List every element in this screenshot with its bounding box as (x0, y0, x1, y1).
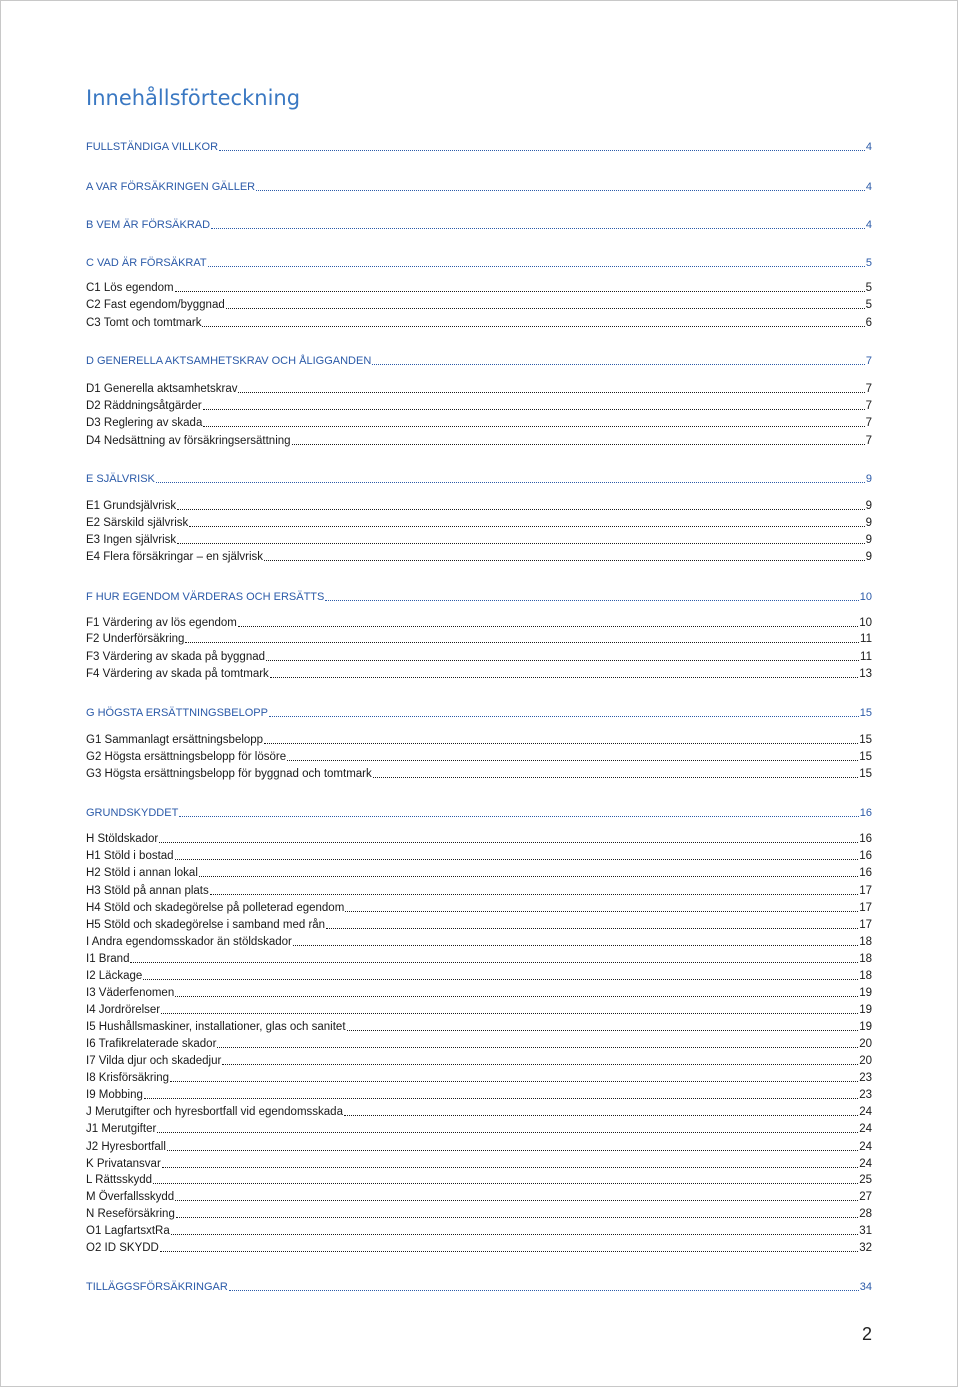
toc-entry-title: O2 ID SKYDD (86, 1242, 159, 1254)
toc-entry-page: 24 (859, 1158, 872, 1170)
toc-entry-title: G2 Högsta ersättningsbelopp för lösöre (86, 751, 287, 763)
toc-subsection-entry[interactable] (86, 750, 872, 764)
toc-entry-page: 15 (859, 707, 872, 719)
dot-leader (203, 409, 865, 410)
toc-subsection-entry[interactable] (86, 1122, 872, 1136)
dot-leader (189, 526, 864, 527)
toc-entry-title: M Överfallsskydd (86, 1191, 175, 1203)
toc-entry-page: 5 (865, 299, 872, 311)
dot-leader (347, 1030, 859, 1031)
toc-section-entry[interactable] (86, 590, 872, 604)
toc-entry-title: O1 LagfartsxtRa (86, 1225, 170, 1237)
toc-entry-page: 9 (865, 534, 872, 546)
toc-entry-title: I8 Krisförsäkring (86, 1072, 170, 1084)
dot-leader (162, 1167, 858, 1168)
toc-entry-title: D3 Reglering av skada (86, 417, 203, 429)
toc-entry-title: E SJÄLVRISK (86, 473, 155, 485)
dot-leader (222, 1064, 858, 1065)
toc-entry-title: F HUR EGENDOM VÄRDERAS OCH ERSÄTTS (86, 591, 325, 603)
toc-subsection-entry[interactable] (86, 667, 872, 681)
toc-entry-page: 16 (859, 807, 872, 819)
dot-leader (167, 1150, 858, 1151)
toc-entry-page: 17 (859, 885, 872, 897)
toc-section-entry[interactable] (86, 472, 872, 486)
dot-leader (199, 876, 858, 877)
dot-leader (325, 600, 858, 601)
dot-leader (203, 426, 864, 427)
toc-entry-page: 25 (859, 1174, 872, 1186)
toc-entry-page: 7 (865, 417, 872, 429)
toc-entry-title: F4 Värdering av skada på tomtmark (86, 668, 269, 680)
toc-subsection-entry[interactable] (86, 1207, 872, 1221)
toc-entry-page: 7 (865, 355, 872, 367)
dot-leader (226, 308, 865, 309)
dot-leader (179, 816, 858, 817)
dot-leader (238, 392, 864, 393)
toc-entry-title: D GENERELLA AKTSAMHETSKRAV OCH ÅLIGGANDEN (86, 355, 372, 367)
dot-leader (156, 482, 865, 483)
toc-subsection-entry[interactable] (86, 733, 872, 747)
dot-leader (177, 509, 864, 510)
toc-entry-page: 18 (859, 970, 872, 982)
dot-leader (143, 979, 858, 980)
toc-entry-title: I3 Väderfenomen (86, 987, 175, 999)
toc-section-entry[interactable] (86, 706, 872, 720)
dot-leader (202, 326, 864, 327)
toc-entry-page: 4 (865, 219, 872, 231)
toc-entry-title: I5 Hushållsmaskiner, installationer, glas och sanitet (86, 1021, 346, 1033)
toc-subsection-entry[interactable] (86, 884, 872, 898)
toc-entry-page: 16 (859, 850, 872, 862)
toc-subsection-entry[interactable] (86, 767, 872, 781)
toc-section-entry[interactable] (86, 354, 872, 368)
toc-entry-page: 31 (859, 1225, 872, 1237)
toc-entry-title: G HÖGSTA ERSÄTTNINGSBELOPP (86, 707, 268, 719)
toc-entry-page: 19 (859, 1004, 872, 1016)
toc-entry-page: 19 (859, 987, 872, 999)
toc-entry-page: 5 (865, 282, 872, 294)
toc-entry-page: 24 (859, 1123, 872, 1135)
toc-entry-title: E4 Flera försäkringar – en självrisk (86, 551, 264, 563)
dot-leader (144, 1098, 858, 1099)
toc-entry-page: 24 (859, 1106, 872, 1118)
dot-leader (161, 1013, 858, 1014)
toc-subsection-entry[interactable] (86, 918, 872, 932)
toc-entry-title: C1 Lös egendom (86, 282, 174, 294)
toc-subsection-entry[interactable] (86, 1020, 872, 1034)
toc-entry-title: I6 Trafikrelaterade skador (86, 1038, 217, 1050)
toc-subsection-entry[interactable] (86, 1071, 872, 1085)
toc-subsection-entry[interactable] (86, 616, 872, 630)
dot-leader (160, 1251, 858, 1252)
dot-leader (171, 1234, 858, 1235)
toc-entry-title: D2 Räddningsåtgärder (86, 400, 202, 412)
toc-entry-title: J2 Hyresbortfall (86, 1141, 166, 1153)
toc-subsection-entry[interactable] (86, 1224, 872, 1238)
dot-leader (175, 291, 865, 292)
dot-leader (176, 1217, 858, 1218)
dot-leader (266, 660, 859, 661)
dot-leader (373, 777, 858, 778)
toc-entry-title: I Andra egendomsskador än stöldskador (86, 936, 292, 948)
toc-subsection-entry[interactable] (86, 1173, 872, 1187)
toc-subsection-entry[interactable] (86, 281, 872, 295)
toc-subsection-entry[interactable] (86, 935, 872, 949)
toc-entry-page: 9 (865, 473, 872, 485)
dot-leader (175, 1200, 858, 1201)
toc-section-entry[interactable] (86, 1280, 872, 1294)
dot-leader (264, 743, 858, 744)
toc-entry-page: 16 (859, 867, 872, 879)
toc-entry-page: 9 (865, 517, 872, 529)
toc-section-entry[interactable] (86, 140, 872, 154)
toc-entry-title: H5 Stöld och skadegörelse i samband med rån (86, 919, 326, 931)
toc-subsection-entry[interactable] (86, 298, 872, 312)
dot-leader (175, 996, 858, 997)
toc-subsection-entry[interactable] (86, 866, 872, 880)
toc-entry-page: 28 (859, 1208, 872, 1220)
toc-subsection-entry[interactable] (86, 1037, 872, 1051)
dot-leader (256, 190, 865, 191)
toc-entry-page: 15 (859, 734, 872, 746)
toc-entry-page: 11 (860, 651, 872, 663)
toc-entry-title: K Privatansvar (86, 1158, 161, 1170)
toc-entry-page: 24 (859, 1141, 872, 1153)
toc-entry-page: 18 (859, 936, 872, 948)
toc-entry-title: C3 Tomt och tomtmark (86, 317, 202, 329)
toc-entry-page: 9 (865, 551, 872, 563)
toc-entry-title: H1 Stöld i bostad (86, 850, 174, 862)
toc-subsection-entry[interactable] (86, 832, 872, 846)
dot-leader (238, 626, 858, 627)
toc-entry-page: 23 (859, 1072, 872, 1084)
toc-entry-title: H4 Stöld och skadegörelse på polleterad egendom (86, 902, 345, 914)
toc-entry-title: I4 Jordrörelser (86, 1004, 161, 1016)
toc-entry-title: G1 Sammanlagt ersättningsbelopp (86, 734, 264, 746)
toc-entry-page: 20 (859, 1038, 872, 1050)
toc-entry-title: L Rättsskydd (86, 1174, 153, 1186)
dot-leader (177, 543, 864, 544)
toc-subsection-entry[interactable] (86, 316, 872, 330)
toc-subsection-entry[interactable] (86, 1105, 872, 1119)
toc-entry-title: E1 Grundsjälvrisk (86, 500, 177, 512)
toc-entry-title: E2 Särskild självrisk (86, 517, 189, 529)
table-of-contents (86, 0, 872, 1389)
dot-leader (229, 1290, 859, 1291)
toc-entry-title: F2 Underförsäkring (86, 633, 185, 645)
toc-entry-title: N Reseförsäkring (86, 1208, 175, 1220)
toc-entry-page: 27 (859, 1191, 872, 1203)
dot-leader (219, 150, 865, 151)
dot-leader (264, 560, 865, 561)
toc-entry-title: B VEM ÄR FÖRSÄKRAD (86, 219, 211, 231)
toc-entry-page: 13 (859, 668, 872, 680)
toc-entry-title: C2 Fast egendom/byggnad (86, 299, 225, 311)
dot-leader (157, 1132, 858, 1133)
dot-leader (217, 1047, 858, 1048)
toc-entry-title: A VAR FÖRSÄKRINGEN GÄLLER (86, 181, 256, 193)
toc-entry-title: D4 Nedsättning av försäkringsersättning (86, 435, 291, 447)
toc-subsection-entry[interactable] (86, 632, 872, 646)
toc-entry-page: 15 (859, 751, 872, 763)
toc-entry-page: 18 (859, 953, 872, 965)
toc-entry-page: 32 (859, 1242, 872, 1254)
toc-entry-title: J Merutgifter och hyresbortfall vid egendomsskada (86, 1106, 343, 1118)
dot-leader (344, 1115, 858, 1116)
toc-entry-title: I1 Brand (86, 953, 130, 965)
toc-entry-title: FULLSTÄNDIGA VILLKOR (86, 141, 219, 153)
dot-leader (211, 228, 865, 229)
toc-entry-page: 10 (859, 617, 872, 629)
toc-entry-page: 9 (865, 500, 872, 512)
toc-entry-page: 11 (860, 633, 872, 645)
toc-subsection-entry[interactable] (86, 382, 872, 396)
toc-heading: Innehållsförteckning (86, 86, 301, 110)
toc-entry-title: F3 Värdering av skada på byggnad (86, 651, 266, 663)
toc-entry-title: I9 Mobbing (86, 1089, 143, 1101)
dot-leader (287, 760, 858, 761)
toc-subsection-entry[interactable] (86, 399, 872, 413)
toc-entry-title: I2 Läckage (86, 970, 143, 982)
toc-subsection-entry[interactable] (86, 650, 872, 664)
toc-entry-page: 23 (859, 1089, 872, 1101)
toc-entry-title: H Stöldskador (86, 833, 159, 845)
toc-entry-page: 17 (859, 902, 872, 914)
toc-subsection-entry[interactable] (86, 416, 872, 430)
dot-leader (326, 928, 858, 929)
toc-subsection-entry[interactable] (86, 1190, 872, 1204)
toc-entry-title: F1 Värdering av lös egendom (86, 617, 237, 629)
toc-subsection-entry[interactable] (86, 849, 872, 863)
toc-entry-page: 15 (859, 768, 872, 780)
dot-leader (153, 1183, 858, 1184)
toc-entry-page: 16 (859, 833, 872, 845)
dot-leader (185, 642, 859, 643)
toc-entry-title: H3 Stöld på annan plats (86, 885, 209, 897)
toc-subsection-entry[interactable] (86, 434, 872, 448)
page-number: 2 (862, 1324, 873, 1344)
toc-entry-title: J1 Merutgifter (86, 1123, 157, 1135)
toc-entry-page: 6 (865, 317, 872, 329)
toc-subsection-entry[interactable] (86, 1241, 872, 1255)
toc-entry-page: 34 (859, 1281, 872, 1293)
dot-leader (345, 911, 858, 912)
toc-subsection-entry[interactable] (86, 1003, 872, 1017)
dot-leader (270, 677, 858, 678)
toc-entry-page: 5 (865, 257, 872, 269)
dot-leader (269, 716, 859, 717)
toc-entry-page: 19 (859, 1021, 872, 1033)
toc-subsection-entry[interactable] (86, 1054, 872, 1068)
dot-leader (210, 894, 858, 895)
dot-leader (372, 364, 865, 365)
toc-subsection-entry[interactable] (86, 969, 872, 983)
toc-subsection-entry[interactable] (86, 901, 872, 915)
toc-entry-title: C VAD ÄR FÖRSÄKRAT (86, 257, 207, 269)
toc-entry-page: 4 (865, 181, 872, 193)
dot-leader (170, 1081, 858, 1082)
toc-subsection-entry[interactable] (86, 1088, 872, 1102)
dot-leader (175, 859, 859, 860)
toc-entry-title: TILLÄGGSFÖRSÄKRINGAR (86, 1281, 228, 1293)
toc-subsection-entry[interactable] (86, 550, 872, 564)
toc-entry-page: 4 (865, 141, 872, 153)
dot-leader (293, 945, 858, 946)
dot-leader (208, 266, 865, 267)
toc-entry-page: 7 (865, 435, 872, 447)
toc-subsection-entry[interactable] (86, 1140, 872, 1154)
dot-leader (159, 842, 858, 843)
dot-leader (292, 444, 865, 445)
toc-section-entry[interactable] (86, 180, 872, 194)
toc-entry-title: G3 Högsta ersättningsbelopp för byggnad och tomtmark (86, 768, 372, 780)
toc-subsection-entry[interactable] (86, 986, 872, 1000)
toc-subsection-entry[interactable] (86, 533, 872, 547)
toc-subsection-entry[interactable] (86, 1157, 872, 1171)
toc-entry-title: E3 Ingen självrisk (86, 534, 177, 546)
toc-entry-title: I7 Vilda djur och skadedjur (86, 1055, 222, 1067)
toc-entry-page: 10 (859, 591, 872, 603)
toc-entry-page: 17 (859, 919, 872, 931)
toc-subsection-entry[interactable] (86, 516, 872, 530)
toc-entry-title: GRUNDSKYDDET (86, 807, 179, 819)
toc-entry-title: D1 Generella aktsamhetskrav (86, 383, 238, 395)
toc-subsection-entry[interactable] (86, 952, 872, 966)
toc-section-entry[interactable] (86, 256, 872, 270)
toc-entry-title: H2 Stöld i annan lokal (86, 867, 198, 879)
toc-entry-page: 7 (865, 383, 872, 395)
toc-entry-page: 7 (865, 400, 872, 412)
toc-section-entry[interactable] (86, 218, 872, 232)
toc-section-entry[interactable] (86, 806, 872, 820)
toc-entry-page: 20 (859, 1055, 872, 1067)
toc-subsection-entry[interactable] (86, 499, 872, 513)
dot-leader (130, 962, 858, 963)
